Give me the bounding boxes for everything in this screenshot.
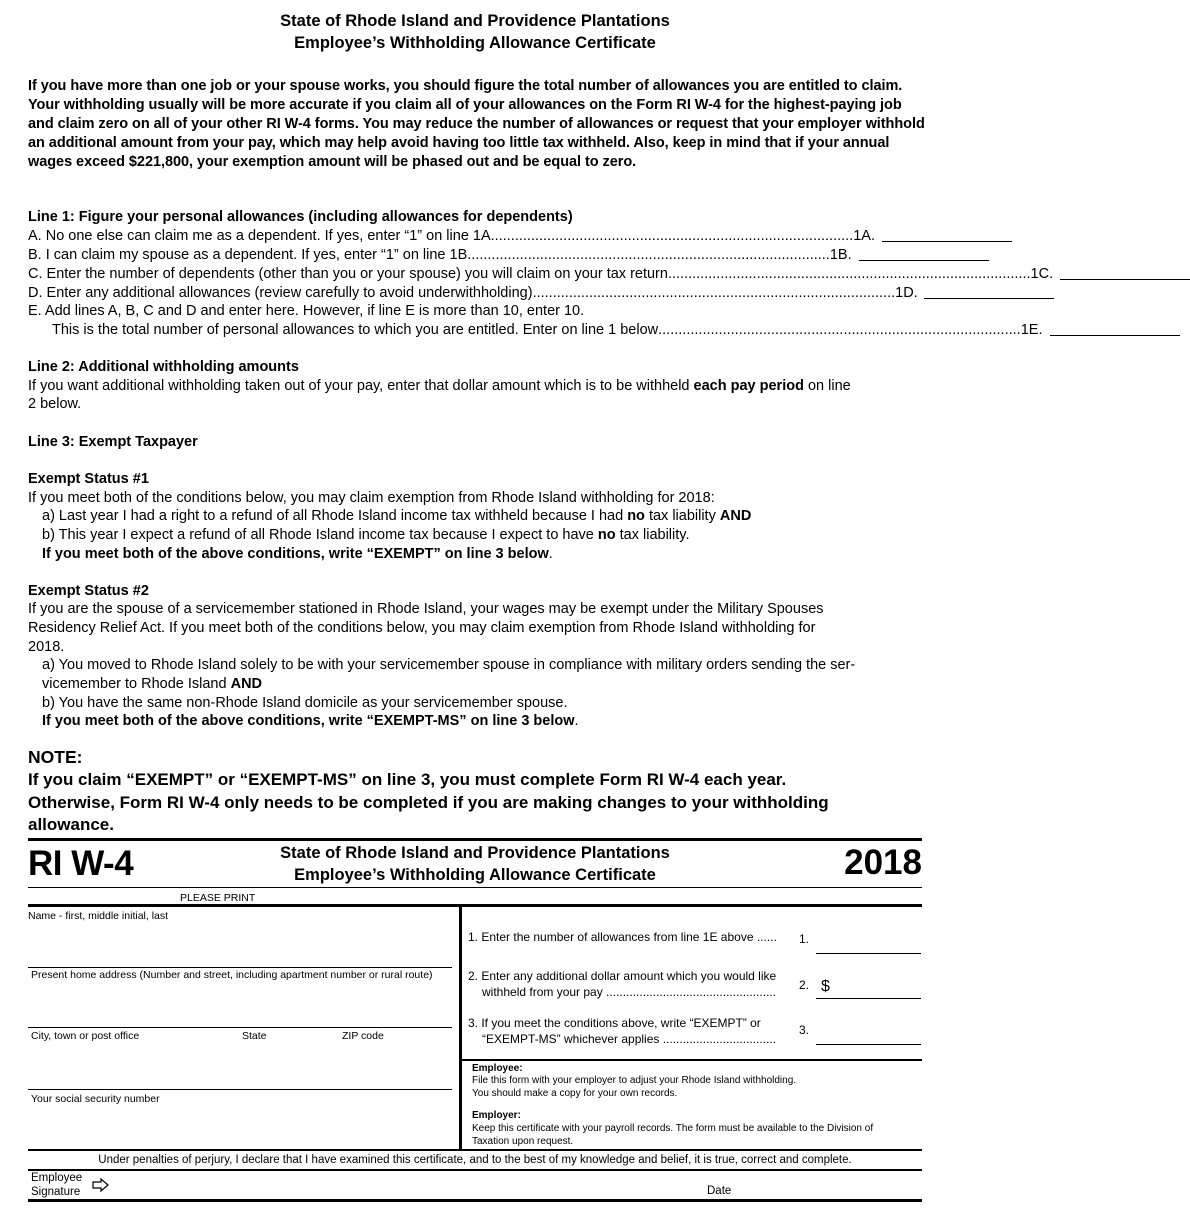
line1b-input[interactable] bbox=[859, 246, 989, 261]
exempt1-conclusion-text: If you meet both of the above conditions, write “EXEMPT” on line 3 below bbox=[42, 546, 549, 562]
leader-dots: .......................................................................................... bbox=[490, 228, 854, 244]
state-label: State bbox=[242, 1030, 267, 1042]
exempt2-b: b) You have the same non-Rhode Island domicile as your servicemember spouse. bbox=[42, 695, 568, 711]
exempt1-a-bold1: no bbox=[627, 508, 645, 524]
leader-dots: .......................................................................................... bbox=[667, 266, 1031, 282]
exempt1-heading: Exempt Status #1 bbox=[28, 471, 149, 487]
form-top-rule bbox=[28, 838, 922, 841]
note-line2: Otherwise, Form RI W-4 only needs to be completed if you are making changes to your withholding bbox=[28, 793, 829, 812]
note-heading: NOTE: bbox=[28, 747, 83, 767]
employee-text1: File this form with your employer to adjust your Rhode Island withholding. bbox=[472, 1075, 797, 1086]
arrow-right-icon bbox=[92, 1178, 110, 1197]
line1a-code: 1A. bbox=[853, 228, 875, 244]
perjury-statement: Under penalties of perjury, I declare that I have examined this certificate, and to the best of my knowledge and belief, it is true, correct and complete. bbox=[98, 1154, 852, 1166]
form-line2-input[interactable] bbox=[816, 998, 921, 999]
exempt2-heading: Exempt Status #2 bbox=[28, 583, 149, 599]
date-field[interactable] bbox=[740, 1172, 920, 1199]
line1a-text: A. No one else can claim me as a dependent. If yes, enter “1” on line 1A bbox=[28, 228, 491, 244]
form-line1-num: 1. bbox=[799, 932, 810, 946]
exempt2-a1: a) You moved to Rhode Island solely to be with your servicemember spouse in compliance with military orders sending the ser- bbox=[42, 657, 856, 673]
form-instructions-rule bbox=[462, 1059, 922, 1061]
name-field[interactable] bbox=[28, 922, 452, 967]
exempt2-period: . bbox=[574, 713, 579, 729]
line1a-input[interactable] bbox=[882, 227, 1012, 242]
form-line3-input[interactable] bbox=[816, 1044, 921, 1045]
form-year: 2018 bbox=[844, 843, 922, 882]
exempt1-b-bold: no bbox=[597, 527, 616, 543]
name-field-line bbox=[28, 967, 452, 968]
intro-paragraph: If you have more than one job or your spouse works, you should figure the total number of allowances you are entitled to claim. Your withholding usually will be more accurate if you claim all of your allowances on the Form RI W-4 for the highest-paying job and claim zero on all of your other RI W-4 forms. You may reduce the number of allowances or request that your employer withhold an additional amount from your pay, which may help avoid having too little tax withheld. Also, keep in mind that if your annual wages exceed $221,800, your exemption amount will be phased out and be equal to zero. bbox=[28, 78, 925, 170]
line2-text-post: on line bbox=[803, 378, 851, 394]
form-title-line2: Employee’s Withholding Allowance Certificate bbox=[294, 866, 656, 884]
line3-heading: Line 3: Exempt Taxpayer bbox=[28, 434, 198, 450]
form-vertical-divider bbox=[459, 907, 462, 1149]
please-print-label: PLEASE PRINT bbox=[180, 892, 256, 904]
line2-text-bold: each pay period bbox=[693, 378, 804, 394]
form-id: RI W-4 bbox=[28, 844, 134, 883]
ssn-field[interactable] bbox=[28, 1106, 452, 1146]
exempt1-a-bold2: AND bbox=[719, 508, 752, 524]
exempt2-conclusion bbox=[42, 712, 579, 731]
exempt2-conclusion-text: If you meet both of the above conditions, write “EXEMPT-MS” on line 3 below bbox=[42, 713, 575, 729]
perjury-bottom-rule bbox=[28, 1169, 922, 1171]
line1d-text: D. Enter any additional allowances (review carefully to avoid underwithholding) bbox=[28, 285, 533, 301]
form-line2-text-a: 2. Enter any additional dollar amount which you would like bbox=[468, 969, 777, 983]
employer-text1: Keep this certificate with your payroll records. The form must be available to the Division of bbox=[472, 1123, 874, 1134]
line1e-text: This is the total number of personal allowances to which you are entitled. Enter on line 1 below bbox=[52, 322, 659, 338]
page-title-line1: State of Rhode Island and Providence Plantations bbox=[280, 12, 670, 30]
employer-heading: Employer: bbox=[472, 1110, 521, 1121]
exempt1-a-mid: tax liability bbox=[644, 508, 720, 524]
line1c-input[interactable] bbox=[1060, 265, 1190, 280]
city-state-zip-field[interactable] bbox=[28, 1043, 452, 1088]
line2-heading: Line 2: Additional withholding amounts bbox=[28, 359, 299, 375]
line1d-row bbox=[28, 284, 918, 303]
line1d-input[interactable] bbox=[924, 284, 1054, 299]
ssn-label: Your social security number bbox=[31, 1093, 160, 1105]
name-label: Name - first, middle initial, last bbox=[28, 910, 169, 922]
form-title-rule bbox=[28, 887, 922, 888]
exempt1-period: . bbox=[548, 546, 553, 562]
exempt1-intro: If you meet both of the conditions below, you may claim exemption from Rhode Island withholding for 2018: bbox=[28, 490, 715, 506]
line1e-code: 1E. bbox=[1020, 322, 1043, 338]
line1c-text: C. Enter the number of dependents (other than you or your spouse) you will claim on your tax return bbox=[28, 266, 668, 282]
form-line3-text-b: “EXEMPT-MS” whichever applies .................................. bbox=[482, 1032, 777, 1046]
exempt2-intro2: Residency Relief Act. If you meet both of the conditions below, you may claim exemption from Rhode Island withholding for bbox=[28, 620, 816, 636]
note-line3: allowance. bbox=[28, 815, 114, 834]
form-line2-num: 2. bbox=[799, 978, 810, 992]
exempt1-a-pre: a) Last year I had a right to a refund of all Rhode Island income tax withheld because I had bbox=[42, 508, 628, 524]
leader-dots: .......................................................................................... bbox=[467, 247, 830, 263]
page-title-line2: Employee’s Withholding Allowance Certificate bbox=[294, 34, 656, 52]
line1c-code: 1C. bbox=[1030, 266, 1054, 282]
line1b-row bbox=[28, 246, 913, 265]
note-line1: If you claim “EXEMPT” or “EXEMPT-MS” on line 3, you must complete Form RI W-4 each year. bbox=[28, 770, 787, 789]
employee-heading: Employee: bbox=[472, 1063, 523, 1074]
form-line2-text-b: withheld from your pay ................................................... bbox=[482, 985, 777, 999]
employee-text2: You should make a copy for your own records. bbox=[472, 1088, 678, 1099]
form-line1-text: 1. Enter the number of allowances from line 1E above ...... bbox=[468, 930, 777, 944]
employer-text2: Taxation upon request. bbox=[472, 1136, 574, 1147]
form-fields-top-rule bbox=[28, 904, 922, 907]
address-field[interactable] bbox=[28, 982, 452, 1027]
leader-dots: .......................................................................................... bbox=[658, 322, 1021, 338]
line1b-text: B. I can claim my spouse as a dependent. If yes, enter “1” on line 1B bbox=[28, 247, 468, 263]
exempt2-a2-bold: AND bbox=[230, 676, 263, 692]
exempt2-intro1: If you are the spouse of a servicemember stationed in Rhode Island, your wages may be exempt under the Military Spouses bbox=[28, 601, 824, 617]
exempt2-intro3: 2018. bbox=[28, 639, 65, 655]
form-line1-input[interactable] bbox=[816, 953, 921, 954]
exempt1-b bbox=[42, 526, 689, 545]
line1e-row bbox=[52, 321, 1043, 340]
date-label: Date bbox=[707, 1185, 732, 1197]
dollar-sign: $ bbox=[821, 978, 830, 995]
exempt1-a bbox=[42, 507, 751, 526]
line2-text-line2: 2 below. bbox=[28, 396, 82, 412]
line1a-row bbox=[28, 227, 913, 246]
line1c-row bbox=[28, 265, 1054, 284]
line1d-code: 1D. bbox=[895, 285, 918, 301]
exempt1-b-post: tax liability. bbox=[615, 527, 690, 543]
form-line3-text-a: 3. If you meet the conditions above, write “EXEMPT” or bbox=[468, 1016, 761, 1030]
form-bottom-rule bbox=[28, 1199, 922, 1202]
line1e-text1: E. Add lines A, B, C and D and enter here. However, if line E is more than 10, enter 10. bbox=[28, 303, 585, 319]
exempt1-conclusion bbox=[42, 545, 553, 564]
line1e-input[interactable] bbox=[1050, 321, 1180, 336]
exempt2-a2-pre: vicemember to Rhode Island bbox=[42, 676, 231, 692]
line1-heading: Line 1: Figure your personal allowances (including allowances for dependents) bbox=[28, 209, 573, 225]
line2-text bbox=[28, 377, 851, 396]
line2-text-pre: If you want additional withholding taken out of your pay, enter that dollar amount which is to be withheld bbox=[28, 378, 694, 394]
line1b-code: 1B. bbox=[829, 247, 852, 263]
signature-label-line2: Signature bbox=[31, 1186, 81, 1198]
signature-label-line1: Employee bbox=[31, 1172, 83, 1184]
signature-field[interactable] bbox=[115, 1172, 695, 1199]
city-field-line bbox=[28, 1089, 452, 1090]
exempt1-b-pre: b) This year I expect a refund of all Rhode Island income tax because I expect to have bbox=[42, 527, 598, 543]
zip-label: ZIP code bbox=[342, 1030, 384, 1042]
form-title-line1: State of Rhode Island and Providence Plantations bbox=[280, 844, 670, 862]
perjury-top-rule bbox=[28, 1149, 922, 1151]
address-field-line bbox=[28, 1027, 452, 1028]
exempt2-a2 bbox=[42, 675, 262, 694]
form-line3-num: 3. bbox=[799, 1023, 810, 1037]
leader-dots: .......................................................................................... bbox=[532, 285, 896, 301]
city-label: City, town or post office bbox=[31, 1030, 140, 1042]
address-label: Present home address (Number and street, including apartment number or rural route) bbox=[31, 969, 433, 981]
